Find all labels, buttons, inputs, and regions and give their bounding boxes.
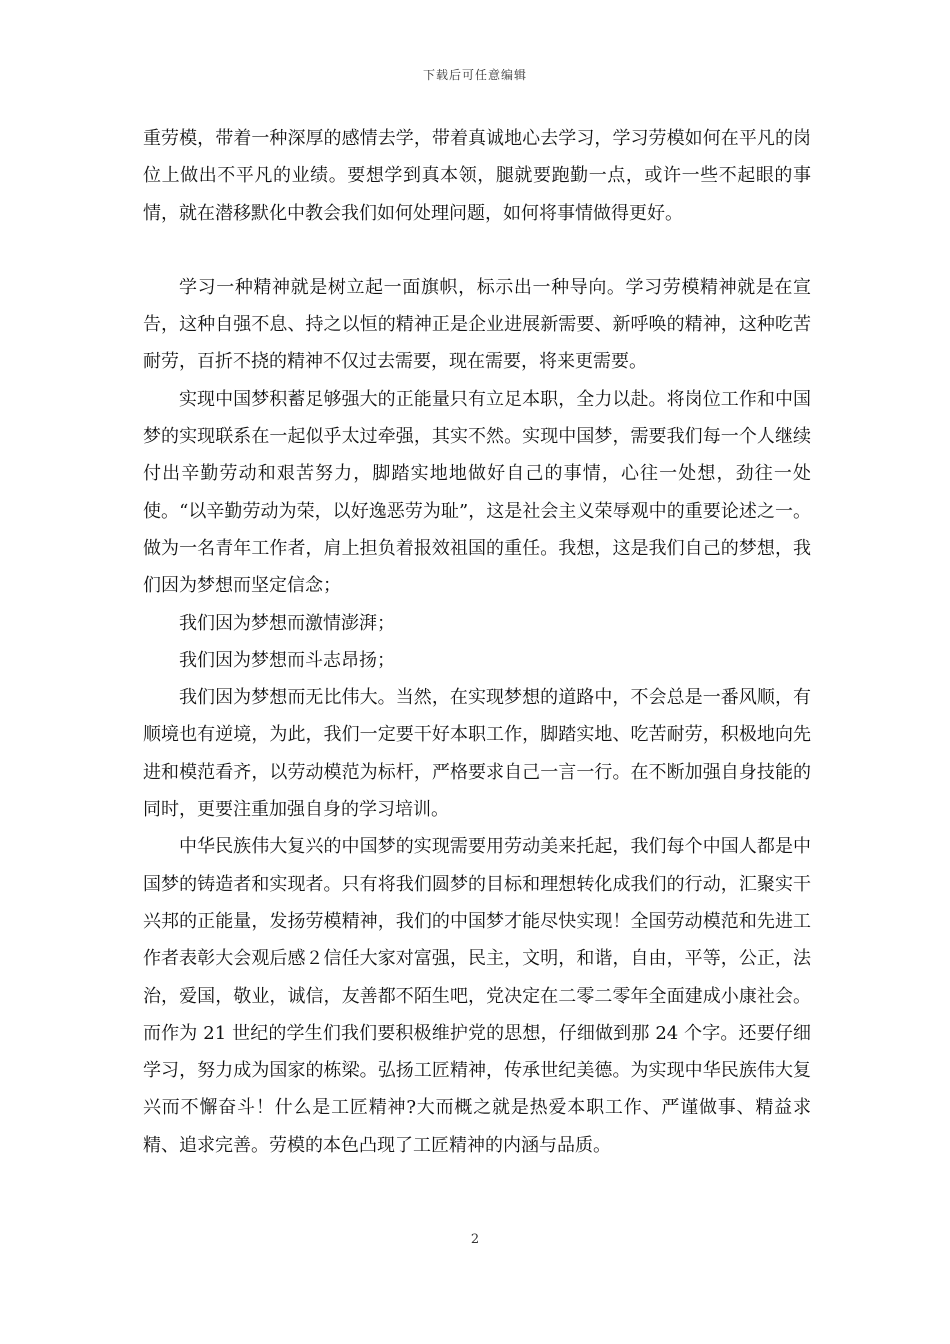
paragraph-1: 重劳模，带着一种深厚的感情去学，带着真诚地心去学习，学习劳模如何在平凡的岗位上做出不平凡的业绩。要想学到真本领，腿就要跑勤一点，或许一些不起眼的事情，就在潜移默化中教会我们如何处理问题，如何将事情做得更好。: [143, 128, 811, 224]
document-body: [143, 120, 811, 1164]
page-header: 下载后可任意编辑: [422, 68, 527, 82]
paragraph-4: 我们因为梦想而激情澎湃；: [179, 612, 395, 634]
paragraph-2: 学习一种精神就是树立起一面旗帜，标示出一种导向。学习劳模精神就是在宣告，这种自强不息、持之以恒的精神正是企业进展新需要、新呼唤的精神，这种吃苦耐劳，百折不挠的精神不仅过去需要，现在需要，将来更需要。: [143, 276, 811, 373]
paragraph-6: 我们因为梦想而无比伟大。当然，在实现梦想的道路中，不会总是一番风顺，有顺境也有逆境，为此，我们一定要干好本职工作，脚踏实地、吃苦耐劳，积极地向先进和模范看齐，以劳动模范为标杆，严格要求自己一言一行。在不断加强自身技能的同时，更要注重加强自身的学习培训。: [143, 687, 811, 821]
paragraph-3: 实现中国梦积蓄足够强大的正能量只有立足本职，全力以赴。将岗位工作和中国梦的实现联系在一起似乎太过牵强，其实不然。实现中国梦，需要我们每一个人继续付出辛勤劳动和艰苦努力，脚踏实地地做好自己的事情，心往一处想，劲往一处使。“以辛勤劳动为荣，以好逸恶劳为耻”，这是社会主义荣辱观中的重要论述之一。做为一名青年工作者，肩上担负着报效祖国的重任。我想，这是我们自己的梦想，我们因为梦想而坚定信念；: [143, 388, 811, 597]
page-number: 2: [470, 1232, 480, 1247]
paragraph-7: 中华民族伟大复兴的中国梦的实现需要用劳动美来托起，我们每个中国人都是中国梦的铸造者和实现者。只有将我们圆梦的目标和理想转化成我们的行动，汇聚实干兴邦的正能量，发扬劳模精神，我们的中国梦才能尽快实现！全国劳动模范和先进工作者表彰大会观后感２信任大家对富强，民主，文明，和谐，自由，平等，公正，法治，爱国，敬业，诚信，友善都不陌生吧，党决定在二零二零年全面建成小康社会。而作为 21 世纪的学生们我们要积极维护党的思想，仔细做到那 24 个字。还要仔细学习，努力成为国家的栋梁。弘扬工匠精神，传承世纪美德。为实现中华民族伟大复兴而不懈奋斗！什么是工匠精神?大而概之就是热爱本职工作、严谨做事、精益求精、追求完善。劳模的本色凸现了工匠精神的内涵与品质。: [143, 836, 811, 1156]
paragraph-5: 我们因为梦想而斗志昂扬；: [179, 649, 395, 671]
